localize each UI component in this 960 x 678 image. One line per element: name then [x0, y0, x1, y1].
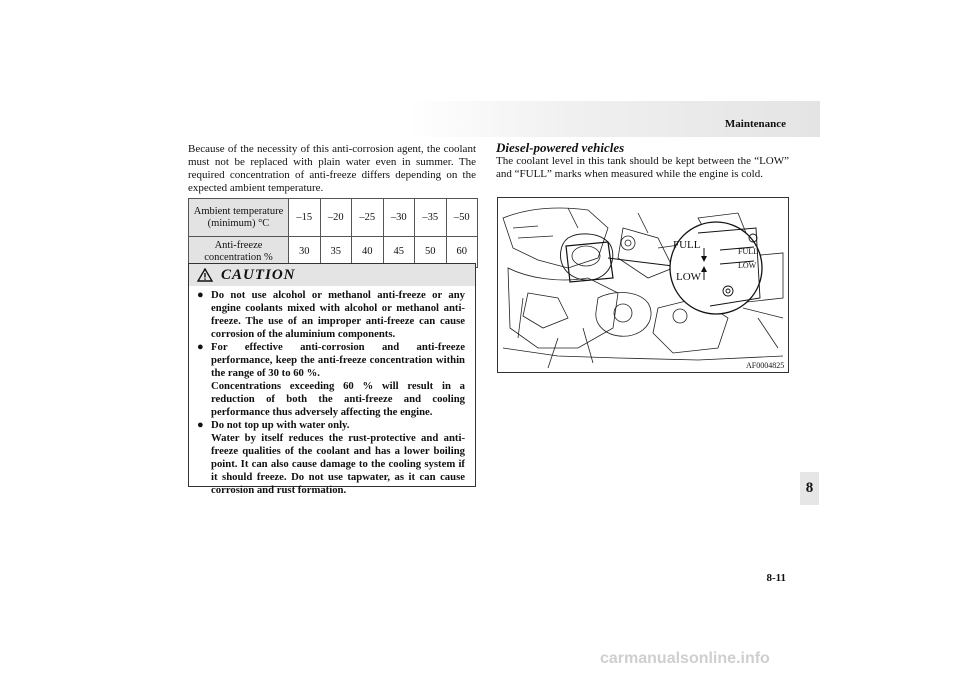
- bullet-icon: ●: [197, 341, 204, 353]
- watermark: carmanualsonline.info: [600, 650, 770, 667]
- antifreeze-table: [188, 198, 478, 268]
- table-cell: 50: [415, 237, 447, 268]
- table-cell: –35: [415, 199, 447, 237]
- engine-bay-illustration: [498, 198, 788, 372]
- table-row: [189, 199, 478, 237]
- list-item: [197, 289, 465, 341]
- caution-title: CAUTION: [221, 266, 296, 283]
- bullet-icon: ●: [197, 289, 204, 301]
- table-row-header: Anti-freeze concentration %: [189, 237, 289, 268]
- caution-text: Water by itself reduces the rust-protective and anti-freeze qualities of the coolant and has a lower boiling point. It can also cause damage to the cooling system if it should freeze. Do not use tapwater, as it can cause corrosion and rust formation.: [211, 432, 465, 496]
- caution-text: Concentrations exceeding 60 % will result in a reduction of both the anti-freeze and cooling performance thus adversely affecting the engine.: [211, 380, 465, 418]
- caution-text: Do not top up with water only.: [211, 419, 350, 431]
- table-cell: 60: [446, 237, 478, 268]
- low-label: LOW: [676, 271, 702, 283]
- table-cell: –15: [289, 199, 321, 237]
- tank-full-mark: FULL: [738, 247, 758, 256]
- table-cell: –30: [383, 199, 415, 237]
- list-item: [197, 419, 465, 497]
- table-row-header: Ambient temperature (minimum) °C: [189, 199, 289, 237]
- caution-header: [189, 264, 475, 286]
- table-cell: 35: [320, 237, 352, 268]
- caution-list: [189, 286, 475, 497]
- section-title: Maintenance: [724, 118, 786, 130]
- table-cell: –20: [320, 199, 352, 237]
- table-cell: –50: [446, 199, 478, 237]
- page-number: 8-11: [766, 572, 786, 584]
- caution-box: [188, 263, 476, 496]
- tank-low-mark: LOW: [738, 261, 757, 270]
- table-cell: 45: [383, 237, 415, 268]
- chapter-tab[interactable]: 8: [800, 472, 819, 505]
- subheading: Diesel-powered vehicles: [496, 140, 625, 155]
- intro-paragraph: Because of the necessity of this anti-corrosion agent, the coolant must not be replaced with plain water even in summer. The required concentration of anti-freeze differs depending on the expected ambient temperature.: [188, 143, 476, 194]
- table-cell: 40: [352, 237, 384, 268]
- caution-text: Do not use alcohol or methanol anti-freeze or any engine coolants mixed with alcohol or methanol anti-freeze. The use of an improper anti-freeze can cause corrosion of the aluminium components.: [211, 289, 465, 340]
- bullet-icon: ●: [197, 419, 204, 431]
- warning-triangle-icon: [197, 268, 213, 282]
- full-label: FULL: [673, 239, 701, 251]
- table-cell: –25: [352, 199, 384, 237]
- figure-code: AF0004825: [746, 361, 785, 370]
- engine-bay-figure: [497, 197, 789, 373]
- caution-text: For effective anti-corrosion and anti-freeze performance, keep the anti-freeze concentration within the range of 30 to 60 %.: [211, 341, 465, 379]
- list-item: [197, 341, 465, 419]
- table-cell: 30: [289, 237, 321, 268]
- right-paragraph: The coolant level in this tank should be kept between the “LOW” and “FULL” marks when measured while the engine is cold.: [496, 155, 789, 180]
